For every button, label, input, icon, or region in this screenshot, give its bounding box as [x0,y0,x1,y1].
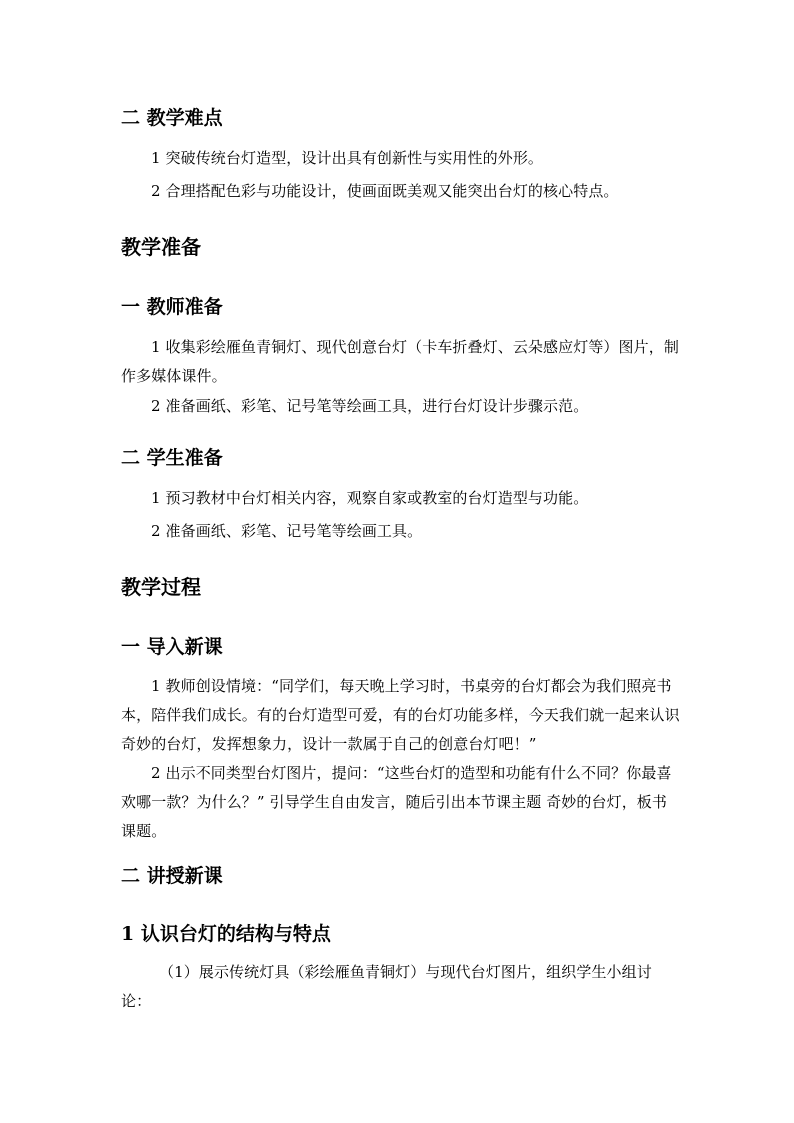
heading-introduction: 一 导入新课 [121,636,223,658]
intro-item-1: 1 教师创设情境：“同学们，每天晚上学习时，书桌旁的台灯都会为我们照亮书本，陪伴我们成长。有的台灯造型可爱，有的台灯功能多样，今天我们就一起来认识奇妙的台灯，发挥想象力，设计一款属于自己的创意台灯吧！” [121,677,680,753]
intro-item-2: 2 出示不同类型台灯图片，提问：“这些台灯的造型和功能有什么不同？你最喜欢哪一款？为什么？” 引导学生自由发言，随后引出本节课主题 奇妙的台灯，板书课题。 [121,764,672,840]
difficulty-item-1: 1 突破传统台灯造型，设计出具有创新性与实用性的外形。 [151,149,544,167]
heading-student-preparation: 二 学生准备 [121,447,223,469]
teacher-prep-item-2: 2 准备画纸、彩笔、记号笔等绘画工具，进行台灯设计步骤示范。 [151,397,589,415]
heading-new-lesson: 二 讲授新课 [121,865,223,887]
difficulty-item-2: 2 合理搭配色彩与功能设计，使画面既美观又能突出台灯的核心特点。 [151,182,619,200]
heading-teaching-preparation: 教学准备 [121,235,201,259]
heading-teaching-difficulties: 二 教学难点 [121,107,223,129]
heading-teaching-process: 教学过程 [121,575,201,599]
heading-teacher-preparation: 一 教师准备 [121,296,223,318]
structure-item-1: （1）展示传统灯具（彩绘雁鱼青铜灯）与现代台灯图片，组织学生小组讨论： [121,963,652,1010]
student-prep-item-2: 2 准备画纸、彩笔、记号笔等绘画工具。 [151,522,423,540]
heading-lamp-structure: 1 认识台灯的结构与特点 [121,923,331,945]
teacher-prep-item-1: 1 收集彩绘雁鱼青铜灯、现代创意台灯（卡车折叠灯、云朵感应灯等）图片，制作多媒体课件。 [121,338,679,385]
student-prep-item-1: 1 预习教材中台灯相关内容，观察自家或教室的台灯造型与功能。 [151,489,589,507]
